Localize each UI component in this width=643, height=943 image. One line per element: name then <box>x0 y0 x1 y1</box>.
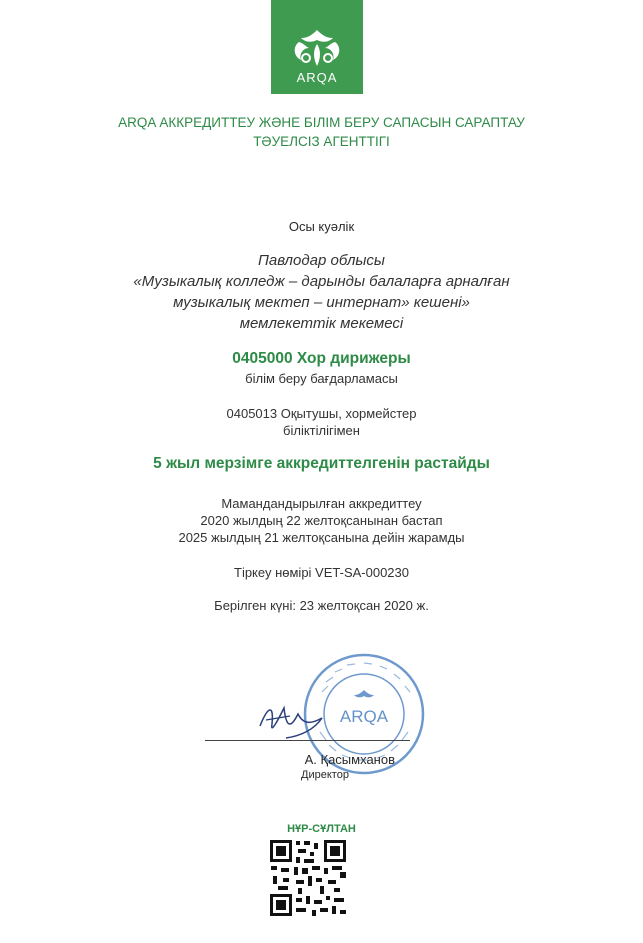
qr-code-icon[interactable] <box>268 838 348 918</box>
institution-line4: мемлекеттік мекемесі <box>239 315 404 332</box>
qualification-line2: біліктілігімен <box>283 423 360 438</box>
program-title: 0405000 Хор дирижеры <box>232 350 411 367</box>
city-label: НҰР-СҰЛТАН <box>287 823 356 835</box>
intro-text: Осы куәлік <box>288 219 355 234</box>
issue-date: Берілген күні: 23 желтоқсан 2020 ж. <box>214 598 429 613</box>
signature-icon <box>250 696 340 742</box>
qualification-line1: 0405013 Оқытушы, хормейстер <box>226 406 417 421</box>
agency-logo <box>271 0 363 94</box>
validity-line2: 2020 жылдың 22 желтоқсанынан бастап <box>200 513 443 528</box>
validity-line3: 2025 жылдың 21 желтоқсанына дейін жарамды <box>178 530 465 545</box>
registration-number: Тіркеу нөмірі VET-SA-000230 <box>234 565 409 580</box>
institution-line1: Павлодар облысы <box>258 252 385 269</box>
program-label: білім беру бағдарламасы <box>245 371 398 386</box>
institution-line2: «Музыкалық колледж – дарынды балаларға арналған <box>133 273 510 290</box>
accreditation-statement: 5 жыл мерзімге аккредиттелгенін растайды <box>153 455 490 472</box>
agency-name-line2: ТӘУЕЛСІЗ АГЕНТТІГІ <box>253 134 390 149</box>
signatory-name: А. Қасымханов <box>304 752 395 767</box>
logo-text: ARQA <box>296 70 338 85</box>
signature-line <box>205 740 410 741</box>
agency-name-line1: ARQA АККРЕДИТТЕУ ЖӘНЕ БІЛІМ БЕРУ САПАСЫН САРАПТАУ <box>118 115 525 130</box>
signatory-title: Директор <box>301 769 349 781</box>
ornament-icon <box>289 26 345 68</box>
validity-line1: Мамандандырылған аккредиттеу <box>221 496 422 511</box>
institution-line3: музыкалық мектеп – интернат» кешені» <box>173 294 470 311</box>
seal-text: ARQA <box>339 707 389 726</box>
